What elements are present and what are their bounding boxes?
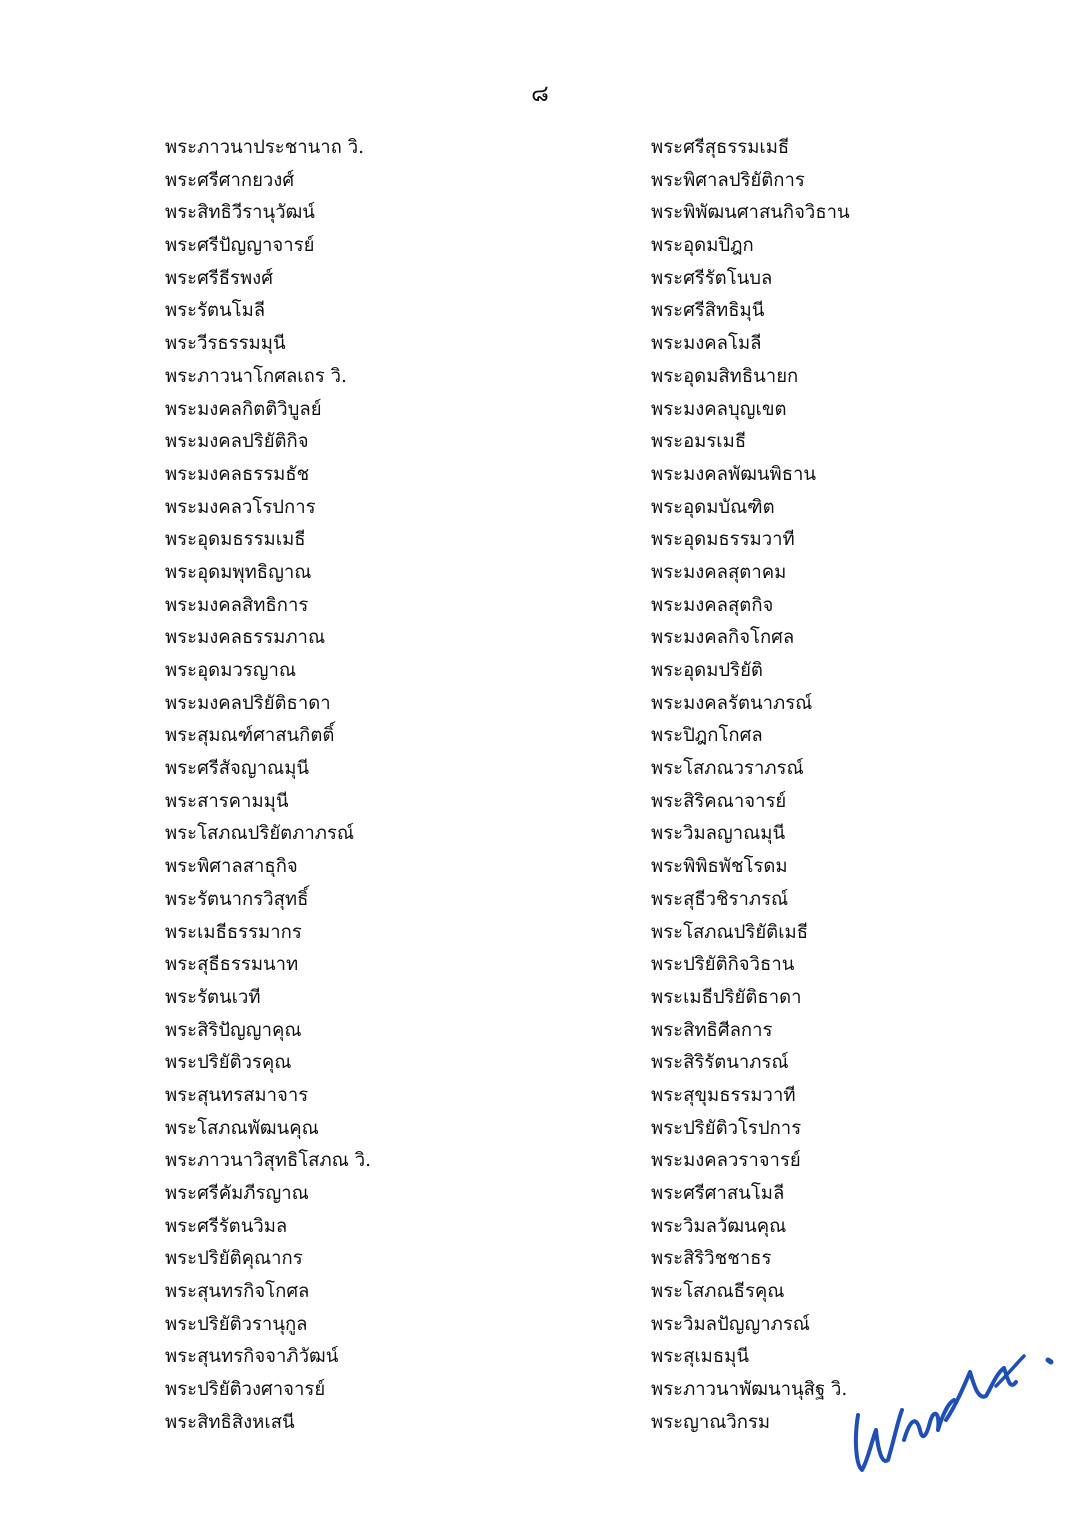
name-entry: พระสุเมธมุนี	[651, 1346, 750, 1368]
name-entry: พระเมธีธรรมากร	[165, 921, 302, 943]
name-entry: พระอุดมปริยัติ	[651, 660, 763, 681]
name-entry: พระศรีรัตนวิมล	[165, 1215, 288, 1237]
name-entry: พระปริยัติวรานุกูล	[165, 1313, 308, 1335]
name-entry: พระรัตนโมลี	[165, 300, 266, 322]
name-entry: พระภาวนาพัฒนานุสิฐ วิ.	[651, 1379, 848, 1401]
name-entry: พระมงคลพัฒนพิธาน	[651, 463, 817, 485]
name-entry: พระอุดมวรญาณ	[165, 660, 297, 681]
name-entry: พระอุดมธรรมเมธี	[165, 529, 306, 551]
name-entry: พระเมธีปริยัติธาดา	[651, 986, 802, 1008]
name-entry: พระสุนทรกิจจาภิวัฒน์	[165, 1346, 339, 1368]
name-entry: พระปริยัติวงศาจารย์	[165, 1379, 326, 1401]
name-entry: พระมงคลวโรปการ	[165, 496, 316, 518]
name-entry: พระมงคลสุตกิจ	[651, 594, 774, 616]
name-entry: พระศรีศากยวงศ์	[165, 169, 295, 191]
name-entry: พระสุธีธรรมนาท	[165, 954, 299, 976]
name-entry: พระมงคลสุตาคม	[651, 561, 787, 583]
name-entry: พระมงคลปริยัติธาดา	[165, 692, 331, 714]
name-entry: พระสิริวิชชาธร	[651, 1248, 772, 1270]
name-entry: พระปริยัติวโรปการ	[651, 1117, 802, 1139]
name-entry: พระโสภณปริยัติเมธี	[651, 921, 808, 943]
name-entry: พระโสภณปริยัตภาภรณ์	[165, 823, 355, 845]
name-entry: พระมงคลปริยัติกิจ	[165, 431, 309, 453]
name-entry: พระสิทธิศีลการ	[651, 1019, 773, 1041]
name-entry: พระรัตนเวที	[165, 986, 261, 1008]
name-entry: พระอุดมบัณฑิต	[651, 496, 775, 518]
name-entry: พระปริยัติกิจวิธาน	[651, 954, 795, 976]
name-entry: พระอุดมธรรมวาที	[651, 529, 795, 551]
name-entry: พระพิศาลปริยัติการ	[651, 169, 805, 191]
name-entry: พระปิฎกโกศล	[651, 725, 763, 747]
name-entry: พระวิมลวัฒนคุณ	[651, 1215, 787, 1237]
name-entry: พระสิริปัญญาคุณ	[165, 1019, 302, 1041]
name-entry: พระภาวนาโกศลเถร วิ.	[165, 365, 347, 387]
name-entry: พระภาวนาวิสุทธิโสภณ วิ.	[165, 1150, 371, 1172]
name-entry: พระโสภณวราภรณ์	[651, 758, 804, 780]
name-entry: พระสุขุมธรรมวาที	[651, 1084, 796, 1106]
name-entry: พระพิศาลสาธุกิจ	[165, 856, 298, 878]
name-entry: พระมงคลกิตติวิบูลย์	[165, 398, 322, 420]
name-entry: พระมงคลโมลี	[651, 333, 762, 355]
name-entry: พระภาวนาประชานาถ วิ.	[165, 137, 365, 158]
name-entry: พระวิมลปัญญาภรณ์	[651, 1313, 810, 1335]
name-entry: พระมงคลกิจโกศล	[651, 627, 795, 649]
page-number: ๘	[531, 81, 549, 107]
name-entry: พระมงคลรัตนาภรณ์	[651, 692, 813, 714]
name-entry: พระสุนทรกิจโกศล	[165, 1281, 310, 1303]
name-entry: พระสิทธิวีรานุวัฒน์	[165, 202, 315, 224]
name-entry: พระมงคลสิทธิการ	[165, 594, 309, 616]
name-entry: พระอุดมพุทธิญาณ	[165, 561, 312, 583]
name-entry: พระศรีสัจญาณมุนี	[165, 758, 310, 780]
name-entry: พระอุดมปิฎก	[651, 235, 754, 257]
name-entry: พระมงคลธรรมภาณ	[165, 627, 326, 649]
name-entry: พระปริยัติคุณากร	[165, 1248, 303, 1270]
signature	[846, 1290, 1066, 1490]
name-entry: พระศรีธีรพงศ์	[165, 267, 273, 289]
name-entry: พระสิริรัตนาภรณ์	[651, 1052, 789, 1074]
name-entry: พระสุธีวชิราภรณ์	[651, 888, 789, 910]
name-entry: พระสุนทรสมาจาร	[165, 1084, 309, 1106]
name-entry: พระมงคลธรรมธัช	[165, 463, 310, 485]
name-entry: พระศรีคัมภีรญาณ	[165, 1183, 309, 1204]
name-entry: พระพิพิธพัชโรดม	[651, 856, 788, 878]
name-entry: พระโสภณธีรคุณ	[651, 1281, 785, 1303]
name-entry: พระอมรเมธี	[651, 431, 747, 453]
right-name-list	[651, 132, 981, 1440]
name-entry: พระวีรธรรมมุนี	[165, 333, 286, 355]
name-entry: พระรัตนากรวิสุทธิ์	[165, 888, 309, 910]
name-entry: พระสิทธิสิงหเสนี	[165, 1411, 295, 1433]
name-entry: พระโสภณพัฒนคุณ	[165, 1117, 319, 1139]
name-entry: พระปริยัติวรคุณ	[165, 1052, 292, 1074]
name-entry: พระพิพัฒนศาสนกิจวิธาน	[651, 202, 850, 224]
name-entry: พระมงคลบุญเขต	[651, 398, 787, 420]
left-name-list	[165, 132, 585, 1440]
name-entry: พระญาณวิกรม	[651, 1411, 771, 1433]
name-entry: พระศรีรัตโนบล	[651, 267, 773, 289]
name-entry: พระศรีสุธรรมเมธี	[651, 137, 790, 158]
name-entry: พระศรีปัญญาจารย์	[165, 235, 315, 257]
name-entry: พระสุมณฑ์ศาสนกิตติ์	[165, 725, 335, 747]
name-entry: พระมงคลวราจารย์	[651, 1150, 801, 1172]
name-entry: พระสิริคณาจารย์	[651, 790, 787, 812]
name-entry: พระอุดมสิทธินายก	[651, 365, 799, 387]
name-entry: พระสารคามมุนี	[165, 790, 289, 812]
name-entry: พระวิมลญาณมุนี	[651, 823, 786, 845]
name-entry: พระศรีศาสนโมลี	[651, 1183, 785, 1204]
name-entry: พระศรีสิทธิมุนี	[651, 300, 765, 322]
